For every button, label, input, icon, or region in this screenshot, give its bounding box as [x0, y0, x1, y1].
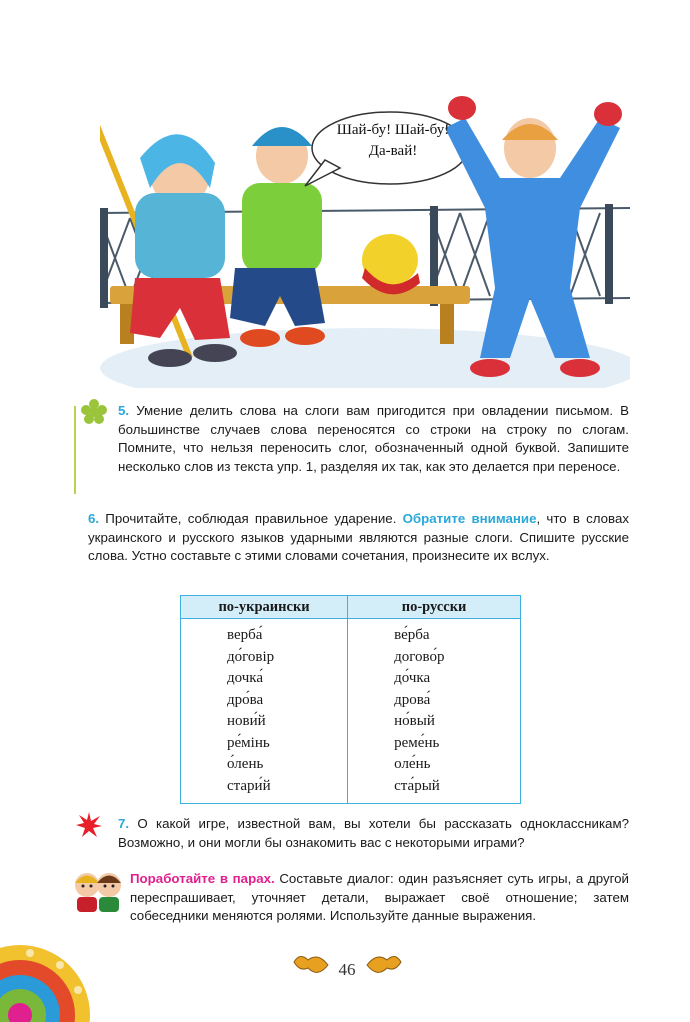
ukrainian-word: дочка́	[227, 670, 264, 686]
russian-word: до́чка	[394, 670, 431, 686]
russian-words-column	[348, 619, 521, 804]
russian-word: дрова́	[394, 691, 431, 708]
exercise-7-number: 7.	[118, 816, 130, 831]
exercise-5	[74, 402, 629, 476]
russian-word: догово́р	[394, 648, 445, 665]
exercise-6-text-after: , что в словах украинского и русского языков ударными являются разные слоги. Спишите русские слова. Устно составьте с этими словами сочетания, произнесите их вслух.	[88, 511, 630, 564]
exercise-5-text: Умение делить слова на слоги вам пригодится при овладении письмом. В большинстве случаев слова переносятся со строки на строку по слогам. Помните, что нельзя переносить слог, обозначенный одной буквой. Запишите несколько слов из текста упр. 1, разделяя их так, как это делается при переносе.	[118, 403, 629, 474]
folk-ornament-icon	[0, 920, 150, 1022]
russian-word: ве́рба	[394, 627, 430, 643]
ukrainian-words-column	[181, 619, 348, 804]
exercise-6-highlight: Обратите внимание	[402, 511, 537, 526]
ukrainian-word: верба́	[227, 627, 263, 643]
ukrainian-word: нови́й	[227, 713, 266, 729]
ukrainian-word: ре́мінь	[227, 734, 270, 751]
ukrainian-word: о́лень	[227, 756, 264, 772]
right-ornament-icon	[365, 950, 405, 980]
ukrainian-word: до́говір	[227, 648, 275, 665]
russian-word: но́вый	[394, 713, 435, 729]
ukrainian-word: стари́й	[227, 777, 271, 794]
column-header-russian: по-русски	[348, 596, 521, 619]
exercise-6-text-before: Прочитайте, соблюдая правильное ударение.	[105, 511, 397, 526]
pair-work-title: Поработайте в парах.	[130, 871, 275, 886]
left-ornament-icon	[290, 950, 330, 980]
exercise-6	[74, 510, 629, 566]
exercise-7	[74, 815, 629, 852]
hockey-kids-illustration	[100, 68, 630, 388]
column-header-ukrainian: по-украински	[181, 596, 348, 619]
stress-words-table	[180, 595, 521, 804]
exercise-6-number: 6.	[88, 511, 100, 526]
russian-word: реме́нь	[394, 734, 440, 751]
speech-line-1: Шай-бу! Шай-бу!	[336, 122, 450, 138]
russian-word: оле́нь	[394, 756, 431, 772]
ukrainian-word: дро́ва	[227, 691, 264, 708]
pair-work-text: Составьте диалог: один разъясняет суть игры, а другой переспрашивает, уточняет детали, выражает своё отношение; затем собеседники меняются ролями. Используйте данные выражения.	[130, 871, 629, 924]
page-number: 46	[338, 960, 356, 979]
speech-bubble	[318, 120, 468, 162]
speech-line-2: Да-вай!	[368, 143, 418, 159]
pair-work	[74, 870, 629, 926]
russian-word: ста́рый	[394, 777, 440, 794]
exercise-5-number: 5.	[118, 403, 130, 418]
exercise-7-text: О какой игре, известной вам, вы хотели бы рассказать одноклассникам? Возможно, и они могли бы ознакомить вас с некоторыми играми?	[118, 816, 629, 850]
